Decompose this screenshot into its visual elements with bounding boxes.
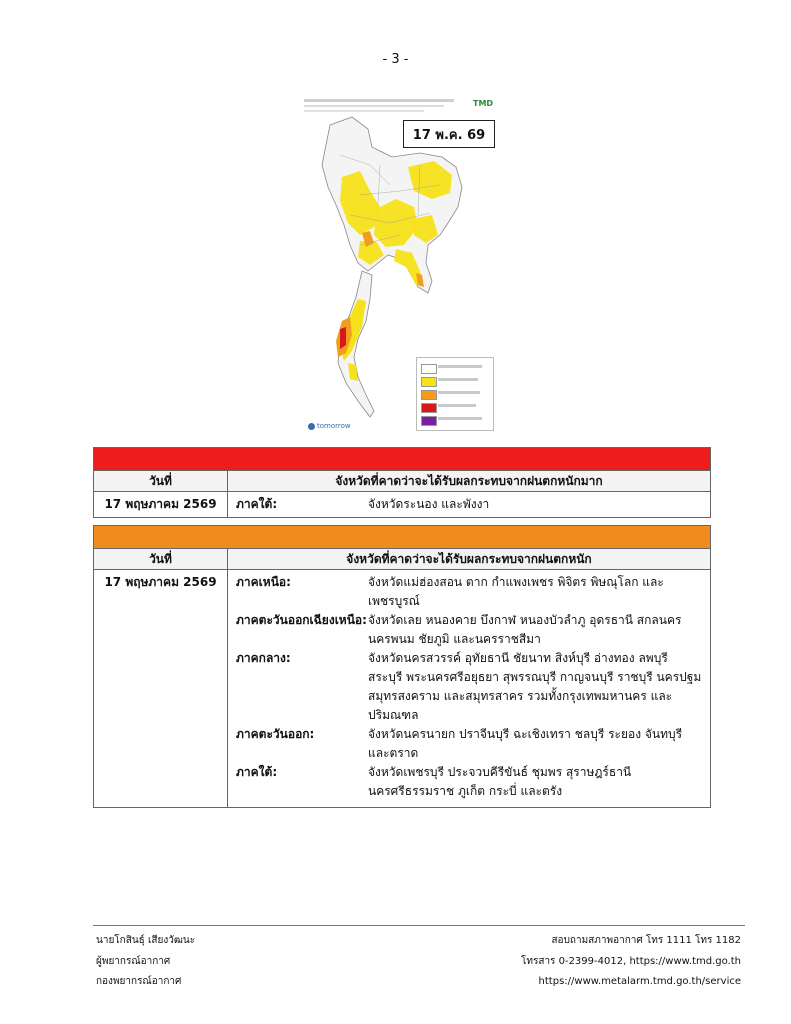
page-number: - 3 -: [382, 52, 409, 67]
tomorrow-logo-icon: [308, 423, 315, 430]
region-provinces: จังหวัดแม่ฮ่องสอน ตาก กำแพงเพชร พิจิตร พิษณุโลก และเพชรบูรณ์: [368, 575, 664, 608]
legend-text-placeholder: [438, 378, 478, 381]
footer-forecaster-info: [96, 931, 195, 993]
legend-text-placeholder: [438, 365, 482, 368]
region-provinces: จังหวัดเลย หนองคาย บึงกาฬ หนองบัวลำภู อุดรธานี สกลนคร นครพนม ชัยภูมิ และนครราชสีมา: [368, 613, 682, 646]
forecaster-name: นายโกสินธุ์ เสียงวัฒนะ: [96, 935, 196, 946]
rain-forecast-map: [300, 95, 500, 438]
legend-text-placeholder: [438, 391, 480, 394]
column-header-provinces: จังหวัดที่คาดว่าจะได้รับผลกระทบจากฝนตกหนัก: [228, 549, 711, 570]
region-label: ภาคใต้:: [236, 765, 278, 779]
footer-contact-info: [521, 931, 741, 993]
region-label: ภาคกลาง:: [236, 651, 291, 665]
region-label: ภาคใต้:: [236, 497, 278, 511]
region-row: [236, 495, 702, 514]
region-label: ภาคตะวันออกเฉียงเหนือ:: [236, 613, 367, 627]
legend-swatch-very-heavy: [421, 403, 437, 413]
legend-text-placeholder: [438, 417, 482, 420]
region-row-east: [236, 725, 702, 763]
column-header-date: วันที่: [94, 471, 228, 492]
heavy-rain-table: [93, 525, 711, 808]
forecaster-division: กองพยากรณ์อากาศ: [96, 976, 182, 987]
contact-phone: สอบถามสภาพอากาศ โทร 1111 โทร 1182: [551, 935, 741, 946]
region-provinces: จังหวัดเพชรบุรี ประจวบคีรีขันธ์ ชุมพร สุราษฎร์ธานี นครศรีธรรมราช ภูเก็ต กระบี่ และตรัง: [368, 765, 632, 798]
region-row-northeast: [236, 611, 702, 649]
tomorrow-logo-text: tomorrow: [317, 422, 351, 430]
table-row: [94, 570, 711, 808]
region-label: ภาคเหนือ:: [236, 575, 291, 589]
legend-swatch-heavy: [421, 390, 437, 400]
footer-divider: [93, 925, 745, 926]
column-header-provinces: จังหวัดที่คาดว่าจะได้รับผลกระทบจากฝนตกหนักมาก: [228, 471, 711, 492]
region-row-north: [236, 573, 702, 611]
forecast-date: 17 พฤษภาคม 2569: [94, 570, 228, 808]
contact-service-link[interactable]: https://www.metalarm.tmd.go.th/service: [538, 976, 741, 987]
forecaster-title: ผู้พยากรณ์อากาศ: [96, 955, 171, 967]
tomorrow-logo: [308, 422, 351, 430]
table-row: [94, 492, 711, 518]
region-provinces: จังหวัดนครสวรรค์ อุทัยธานี ชัยนาท สิงห์บุรี อ่างทอง ลพบุรี สระบุรี พระนครศรีอยุธยา สุพรรณบุรี กาญจนบุรี ราชบุรี นครปฐม สมุทรสงคราม และสมุทรสาคร รวมทั้งกรุงเทพมหานคร และปริมณฑล: [368, 651, 702, 722]
map-date-label: 17 พ.ค. 69: [403, 120, 495, 148]
very-heavy-rain-band: [94, 448, 711, 471]
column-header-date: วันที่: [94, 549, 228, 570]
forecast-date: 17 พฤษภาคม 2569: [94, 492, 228, 518]
region-provinces: จังหวัดนครนายก ปราจีนบุรี ฉะเชิงเทรา ชลบุรี ระยอง จันทบุรี และตราด: [368, 727, 683, 760]
heavy-rain-band: [94, 526, 711, 549]
region-row-south: [236, 763, 702, 801]
legend-swatch-extreme: [421, 416, 437, 426]
region-provinces: จังหวัดระนอง และพังงา: [368, 497, 490, 511]
legend-text-placeholder: [438, 404, 476, 407]
map-legend: [416, 357, 494, 431]
legend-swatch-none: [421, 364, 437, 374]
region-label: ภาคตะวันออก:: [236, 727, 315, 741]
region-row-central: [236, 649, 702, 725]
contact-fax-website[interactable]: โทรสาร 0-2399-4012, https://www.tmd.go.th: [521, 955, 741, 967]
very-heavy-rain-table: [93, 447, 711, 518]
tmd-logo: TMD: [473, 99, 494, 108]
legend-swatch-moderate: [421, 377, 437, 387]
